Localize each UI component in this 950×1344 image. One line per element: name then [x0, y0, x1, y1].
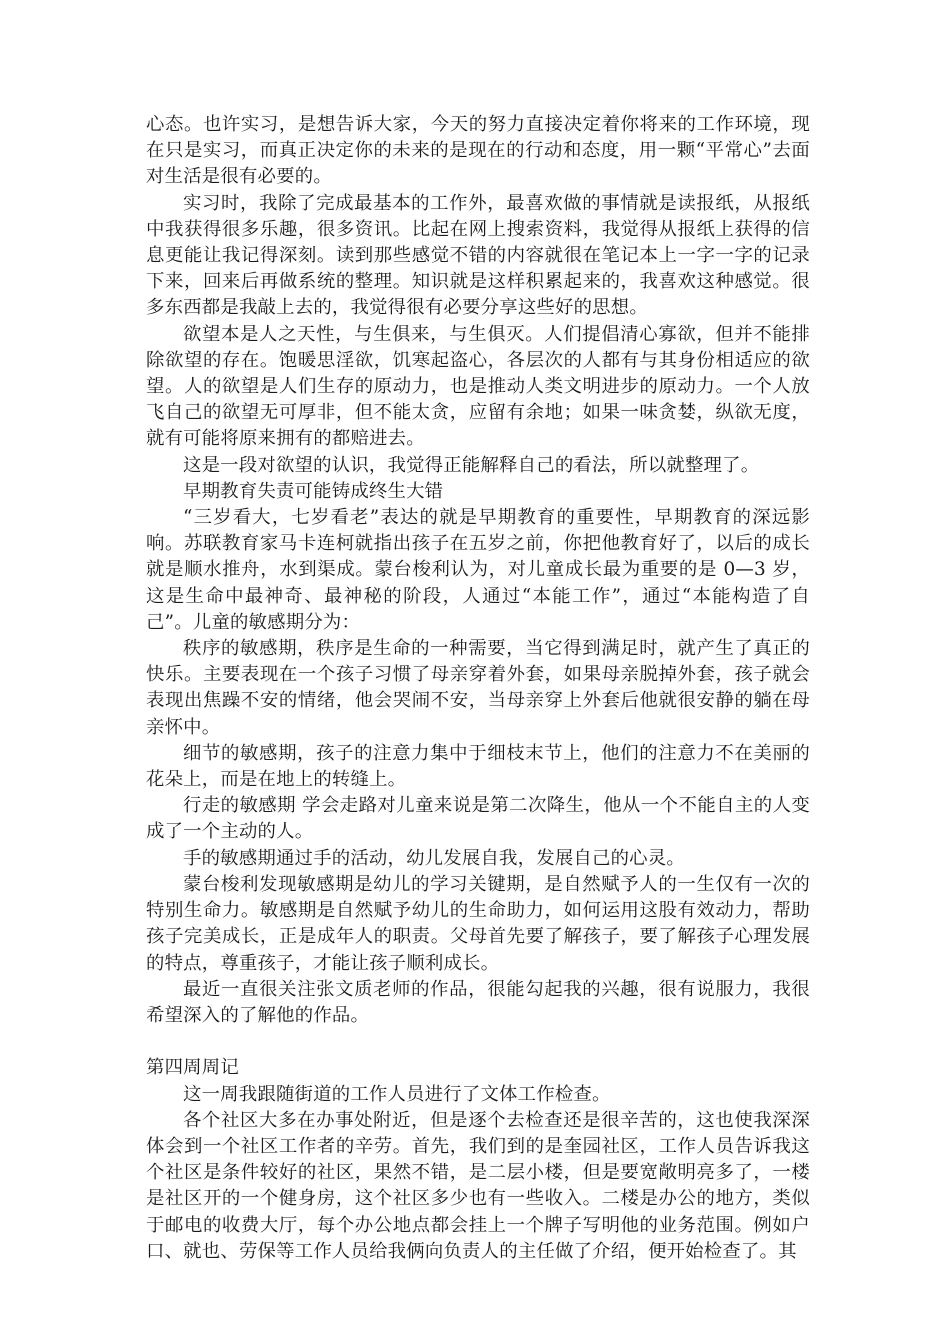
- section-heading: 第四周周记: [146, 1057, 239, 1079]
- body-paragraph: 最近一直很关注张文质老师的作品，很能勾起我的兴趣，很有说服力，我很希望深入的了解他的作品。: [146, 978, 810, 1026]
- section-spacer: [146, 1029, 810, 1055]
- document-page: [146, 112, 810, 1265]
- article-title: 早期教育失责可能铸成终生大错: [183, 480, 444, 502]
- body-paragraph: “三岁看大，七岁看老”表达的就是早期教育的重要性，早期教育的深远影响。苏联教育家马卡连柯就指出孩子在五岁之前，你把他教育好了，以后的成长就是顺水推舟，水到渠成。蒙台梭利认为，对儿童成长最为重要的是 0—3 岁，这是生命中最神奇、最神秘的阶段，人通过“本能工作”，通过“本能构造了自己”。儿童的敏感期分为：: [146, 507, 810, 633]
- body-paragraph: 细节的敏感期，孩子的注意力集中于细枝末节上，他们的注意力不在美丽的花朵上，而是在地上的转缝上。: [146, 742, 810, 791]
- body-paragraph: 手的敏感期通过手的活动，幼儿发展自我，发展自己的心灵。: [183, 847, 685, 869]
- body-paragraph: 蒙台梭利发现敏感期是幼儿的学习关键期，是自然赋予人的一生仅有一次的特别生命力。敏感期是自然赋予幼儿的生命助力，如何运用这股有效动力，帮助孩子完美成长，正是成年人的职责。父母首先要了解孩子，要了解孩子心理发展的特点，尊重孩子，才能让孩子顺利成长。: [146, 873, 810, 974]
- body-paragraph: 这一周我跟随街道的工作人员进行了文体工作检查。: [183, 1083, 611, 1105]
- body-paragraph: 秩序的敏感期，秩序是生命的一种需要，当它得到满足时，就产生了真正的快乐。主要表现在一个孩子习惯了母亲穿着外套，如果母亲脱掉外套，孩子就会表现出焦躁不安的情绪，他会哭闹不安，当母亲穿上外套后他就很安静的躺在母亲怀中。: [146, 638, 810, 738]
- body-paragraph: 行走的敏感期 学会走路对儿童来说是第二次降生，他从一个不能自主的人变成了一个主动的人。: [146, 795, 810, 843]
- body-paragraph: 心态。也许实习，是想告诉大家，今天的努力直接决定着你将来的工作环境，现在只是实习，而真正决定你的未来的是现在的行动和态度，用一颗“平常心”去面对生活是很有必要的。: [146, 114, 810, 188]
- body-paragraph: 这是一段对欲望的认识，我觉得正能解释自己的看法，所以就整理了。: [183, 454, 760, 476]
- body-paragraph: 各个社区大多在办事处附近，但是逐个去检查还是很辛苦的，这也使我深深体会到一个社区工作者的辛劳。首先，我们到的是奎园社区，工作人员告诉我这个社区是条件较好的社区，果然不错，是二层小楼，但是要宽敞明亮多了，一楼是社区开的一个健身房，这个社区多少也有一些收入。二楼是办公的地方，类似于邮电的收费大厅，每个办公地点都会挂上一个牌子写明他的业务范围。例如户口、就也、劳保等工作人员给我俩向负责人的主任做了介绍，便开始检查了。其: [146, 1109, 810, 1262]
- body-paragraph: 实习时，我除了完成最基本的工作外，最喜欢做的事情就是读报纸，从报纸中我获得很多乐趣，很多资讯。比起在网上搜索资料，我觉得从报纸上获得的信息更能让我记得深刻。读到那些感觉不错的内容就很在笔记本上一字一字的记录下来，回来后再做系统的整理。知识就是这样积累起来的，我喜欢这种感觉。很多东西都是我敲上去的，我觉得很有必要分享这些好的思想。: [146, 192, 810, 319]
- body-paragraph: 欲望本是人之天性，与生俱来，与生俱灭。人们提倡清心寡欲，但并不能排除欲望的存在。饱暖思淫欲，饥寒起盗心，各层次的人都有与其身份相适应的欲望。人的欲望是人们生存的原动力，也是推动人类文明进步的原动力。一个人放飞自己的欲望无可厚非，但不能太贪，应留有余地；如果一味贪婪，纵欲无度，就有可能将原来拥有的都赔进去。: [146, 323, 810, 450]
